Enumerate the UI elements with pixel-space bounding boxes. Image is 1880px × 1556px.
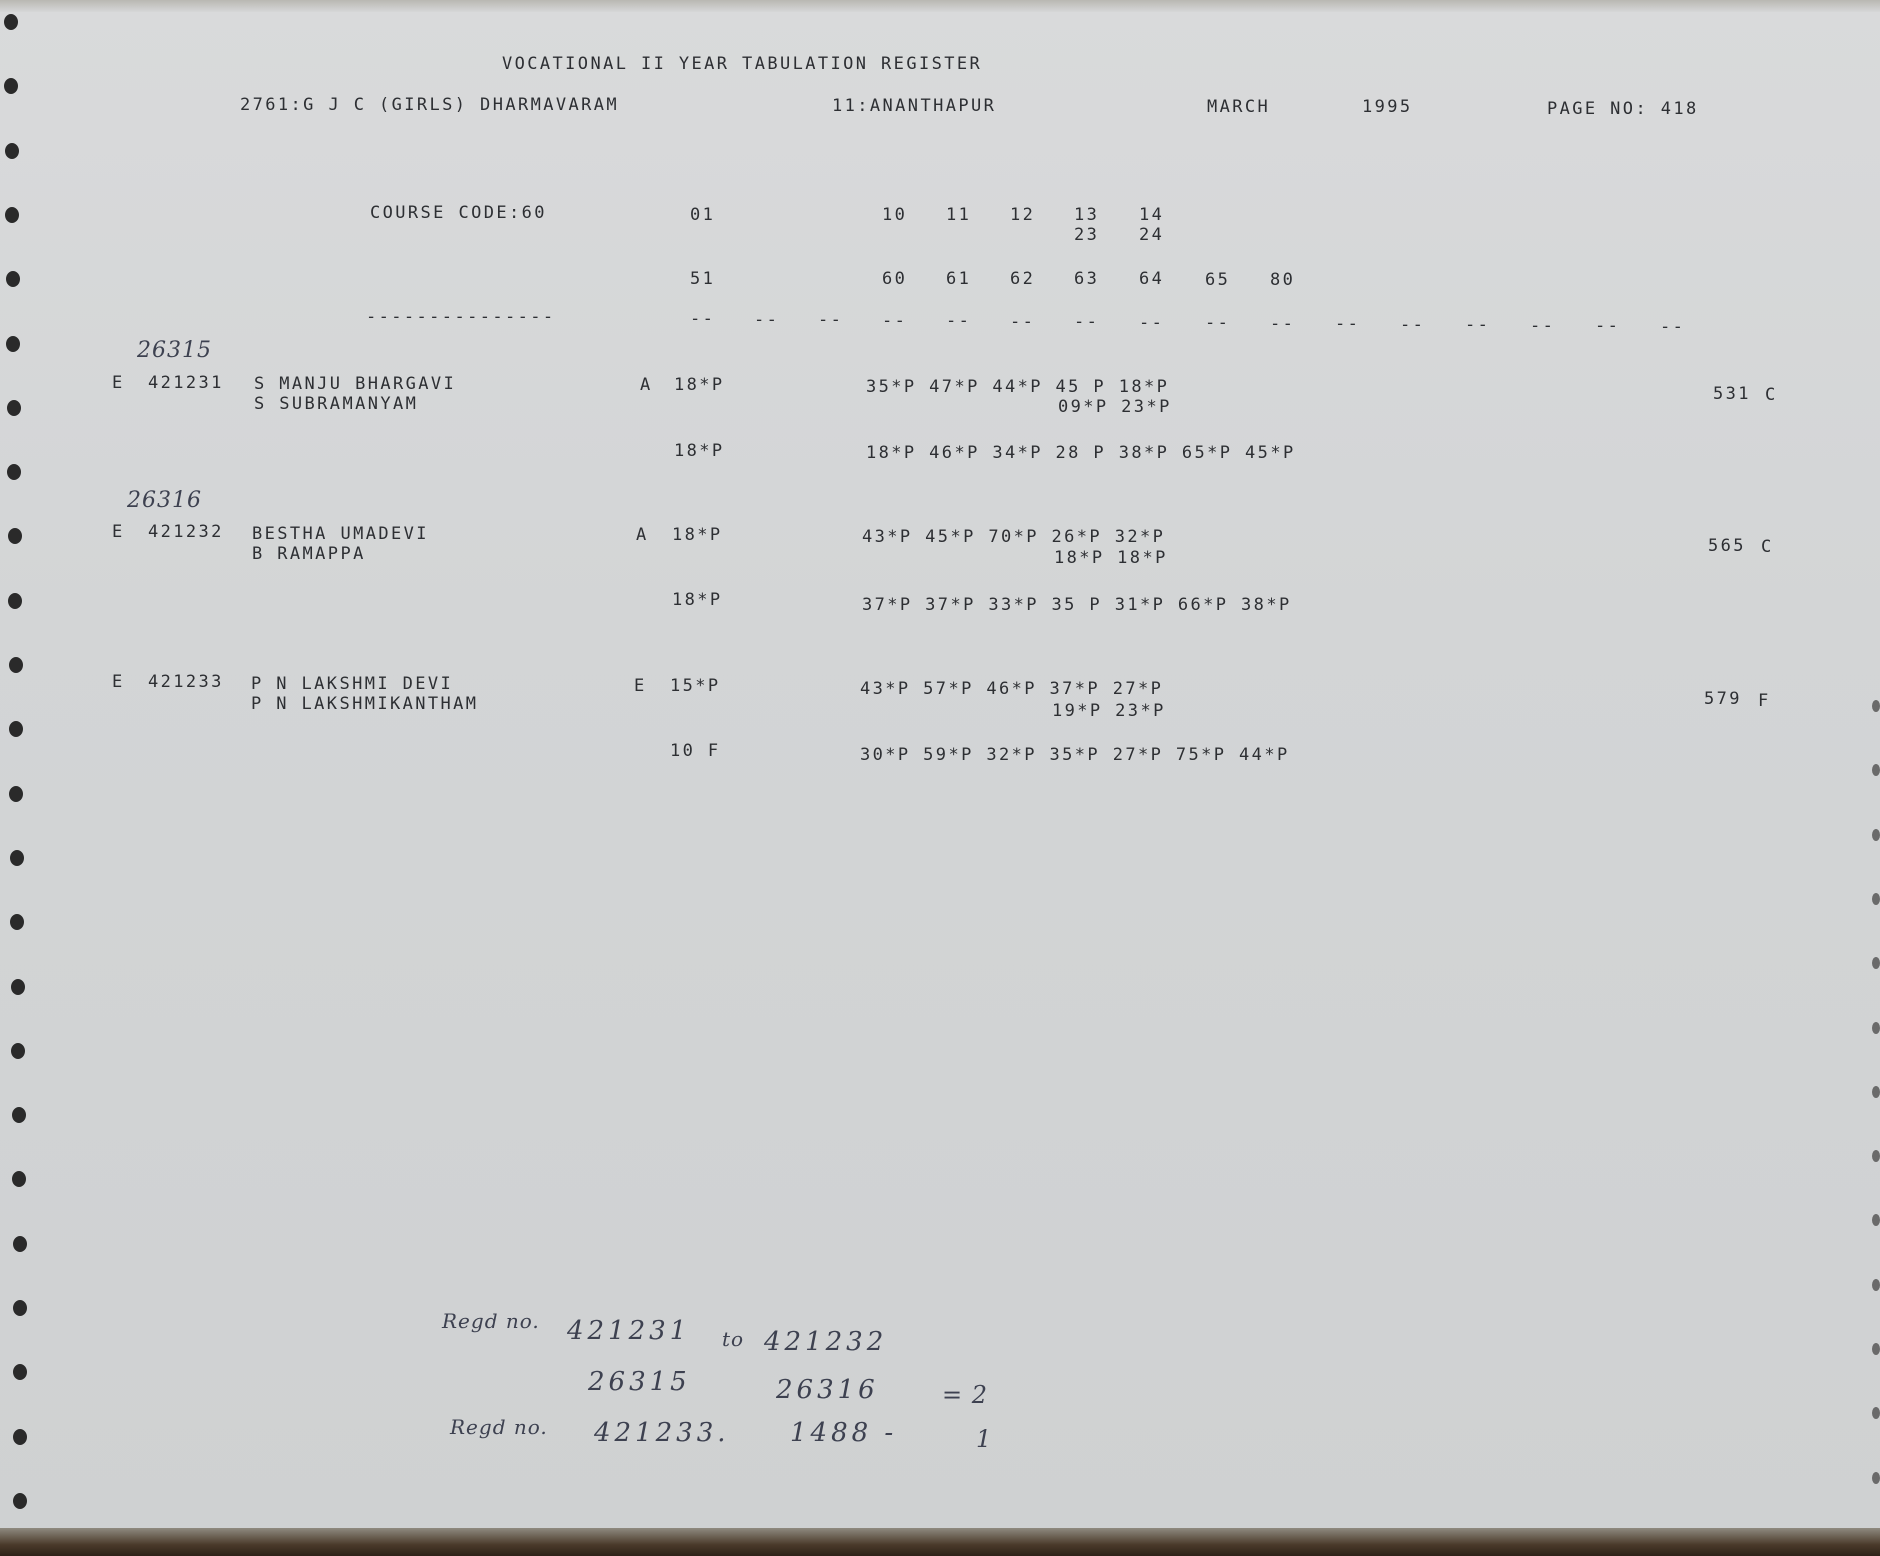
student-parent: B RAMAPPA bbox=[252, 544, 366, 564]
handwritten-label: Regd no. bbox=[450, 1415, 548, 1439]
second-year-lang: 10 F bbox=[670, 741, 721, 761]
student-name: S MANJU BHARGAVI bbox=[254, 374, 457, 394]
student-parent: P N LAKSHMIKANTHAM bbox=[251, 694, 479, 714]
feed-hole bbox=[7, 400, 21, 416]
col-11: 11 bbox=[946, 205, 972, 225]
handwritten-regno: 421233. bbox=[594, 1418, 730, 1448]
feed-hole bbox=[6, 271, 20, 287]
col-12: 12 bbox=[1010, 205, 1036, 225]
feed-hole bbox=[9, 657, 23, 673]
register-title: VOCATIONAL II YEAR TABULATION REGISTER bbox=[502, 54, 983, 74]
student-result: C bbox=[1761, 537, 1774, 557]
handwritten-to: to bbox=[722, 1327, 745, 1351]
feed-hole bbox=[13, 1493, 27, 1509]
separator-dash: -- bbox=[754, 310, 780, 330]
second-year-lang: 18*P bbox=[672, 590, 723, 610]
feed-hole bbox=[11, 1043, 25, 1059]
student-parent: S SUBRAMANYAM bbox=[254, 394, 419, 414]
student-total: 579 bbox=[1704, 689, 1742, 709]
feed-hole bbox=[8, 528, 22, 544]
separator-dash: -- bbox=[946, 311, 972, 331]
separator-label: --------------- bbox=[366, 307, 556, 327]
feed-hole bbox=[1872, 1343, 1880, 1355]
separator-dash: -- bbox=[1660, 317, 1686, 337]
feed-hole bbox=[1872, 1022, 1880, 1034]
col-64: 64 bbox=[1139, 269, 1165, 289]
first-year-lang: 18*P bbox=[674, 375, 725, 395]
first-year-marks-b: 19*P 23*P bbox=[1052, 701, 1166, 721]
feed-hole bbox=[9, 786, 23, 802]
handwritten-count: = 2 bbox=[942, 1381, 989, 1409]
handwritten-code: 26315 bbox=[137, 338, 212, 363]
separator-dash: -- bbox=[882, 311, 908, 331]
feed-hole bbox=[6, 336, 20, 352]
feed-hole bbox=[11, 979, 25, 995]
col-60: 60 bbox=[882, 269, 908, 289]
feed-hole bbox=[1872, 1407, 1880, 1419]
col-51: 51 bbox=[690, 269, 716, 289]
feed-hole bbox=[5, 207, 19, 223]
feed-hole bbox=[1872, 1279, 1880, 1291]
student-result: C bbox=[1765, 385, 1778, 405]
separator-dash: -- bbox=[1139, 313, 1165, 333]
feed-hole bbox=[1872, 893, 1880, 905]
district-name: 11:ANANTHAPUR bbox=[832, 96, 997, 116]
page-number: PAGE NO: 418 bbox=[1547, 99, 1699, 119]
feed-hole bbox=[8, 593, 22, 609]
separator-dash: -- bbox=[1465, 315, 1491, 335]
col-14: 14 bbox=[1139, 205, 1165, 225]
handwritten-label: Regd no. bbox=[442, 1309, 540, 1333]
col-24: 24 bbox=[1139, 225, 1165, 245]
student-total: 565 bbox=[1708, 536, 1746, 556]
col-13: 13 bbox=[1074, 205, 1100, 225]
separator-dash: -- bbox=[1074, 312, 1100, 332]
separator-dash: -- bbox=[1400, 315, 1426, 335]
first-year-lang: 18*P bbox=[672, 525, 723, 545]
second-year-marks: 37*P 37*P 33*P 35 P 31*P 66*P 38*P bbox=[862, 595, 1292, 615]
student-result: F bbox=[1758, 691, 1771, 711]
course-code: COURSE CODE:60 bbox=[370, 203, 547, 223]
col-80: 80 bbox=[1270, 270, 1296, 290]
feed-hole bbox=[12, 1107, 26, 1123]
student-name: BESTHA UMADEVI bbox=[252, 524, 429, 544]
grade-flag: A bbox=[640, 375, 653, 395]
separator-dash: -- bbox=[1205, 313, 1231, 333]
grade-flag: A bbox=[636, 525, 649, 545]
col-23: 23 bbox=[1074, 225, 1100, 245]
separator-dash: -- bbox=[1335, 314, 1361, 334]
feed-hole bbox=[4, 14, 18, 30]
handwritten-code: 26315 bbox=[588, 1367, 691, 1397]
second-year-marks: 18*P 46*P 34*P 28 P 38*P 65*P 45*P bbox=[866, 443, 1296, 463]
first-year-marks-b: 18*P 18*P bbox=[1054, 548, 1168, 568]
col-61: 61 bbox=[946, 269, 972, 289]
feed-hole bbox=[4, 78, 18, 94]
feed-hole bbox=[7, 464, 21, 480]
first-year-marks: 43*P 45*P 70*P 26*P 32*P bbox=[862, 527, 1166, 547]
first-year-marks: 35*P 47*P 44*P 45 P 18*P bbox=[866, 377, 1170, 397]
feed-hole bbox=[13, 1364, 27, 1380]
exam-year: 1995 bbox=[1362, 97, 1413, 117]
feed-hole bbox=[9, 721, 23, 737]
student-regno: 421232 bbox=[148, 522, 224, 542]
feed-hole bbox=[1872, 957, 1880, 969]
separator-dash: -- bbox=[1530, 316, 1556, 336]
col-63: 63 bbox=[1074, 269, 1100, 289]
col-62: 62 bbox=[1010, 269, 1036, 289]
feed-hole bbox=[1872, 1086, 1880, 1098]
feed-hole bbox=[13, 1300, 27, 1316]
second-year-lang: 18*P bbox=[674, 441, 725, 461]
student-category: E bbox=[112, 672, 125, 692]
feed-hole bbox=[12, 1171, 26, 1187]
student-category: E bbox=[112, 373, 125, 393]
first-year-lang: 15*P bbox=[670, 676, 721, 696]
feed-hole bbox=[10, 850, 24, 866]
student-name: P N LAKSHMI DEVI bbox=[251, 674, 454, 694]
separator-dash: -- bbox=[818, 310, 844, 330]
col-10: 10 bbox=[882, 205, 908, 225]
exam-month: MARCH bbox=[1207, 97, 1271, 117]
grade-flag: E bbox=[634, 676, 647, 696]
second-year-marks: 30*P 59*P 32*P 35*P 27*P 75*P 44*P bbox=[860, 745, 1290, 765]
handwritten-count: 1 bbox=[976, 1425, 993, 1453]
college-name: 2761:G J C (GIRLS) DHARMAVARAM bbox=[240, 95, 620, 115]
handwritten-code: 1488 - bbox=[790, 1418, 898, 1448]
separator-dash: -- bbox=[1010, 312, 1036, 332]
feed-hole bbox=[1872, 700, 1880, 712]
handwritten-regno: 421231 bbox=[567, 1316, 691, 1346]
student-regno: 421233 bbox=[148, 672, 224, 692]
feed-hole bbox=[1872, 764, 1880, 776]
feed-hole bbox=[1872, 1214, 1880, 1226]
page-bottom-edge bbox=[0, 1528, 1880, 1556]
feed-hole bbox=[5, 143, 19, 159]
feed-hole bbox=[13, 1429, 27, 1445]
first-year-marks: 43*P 57*P 46*P 37*P 27*P bbox=[860, 679, 1164, 699]
separator-dash: -- bbox=[1270, 314, 1296, 334]
handwritten-code: 26316 bbox=[776, 1375, 879, 1405]
feed-hole bbox=[10, 914, 24, 930]
feed-hole bbox=[1872, 829, 1880, 841]
page-top-edge bbox=[0, 0, 1880, 12]
student-regno: 421231 bbox=[148, 373, 224, 393]
feed-hole bbox=[1872, 1472, 1880, 1484]
handwritten-regno: 421232 bbox=[764, 1327, 888, 1357]
col-65: 65 bbox=[1205, 270, 1231, 290]
col-01: 01 bbox=[690, 205, 716, 225]
handwritten-code: 26316 bbox=[127, 488, 202, 513]
student-total: 531 bbox=[1713, 384, 1751, 404]
separator-dash: -- bbox=[1595, 316, 1621, 336]
separator-dash: -- bbox=[690, 309, 716, 329]
feed-hole bbox=[13, 1236, 27, 1252]
student-category: E bbox=[112, 522, 125, 542]
feed-hole bbox=[1872, 1150, 1880, 1162]
first-year-marks-b: 09*P 23*P bbox=[1058, 397, 1172, 417]
